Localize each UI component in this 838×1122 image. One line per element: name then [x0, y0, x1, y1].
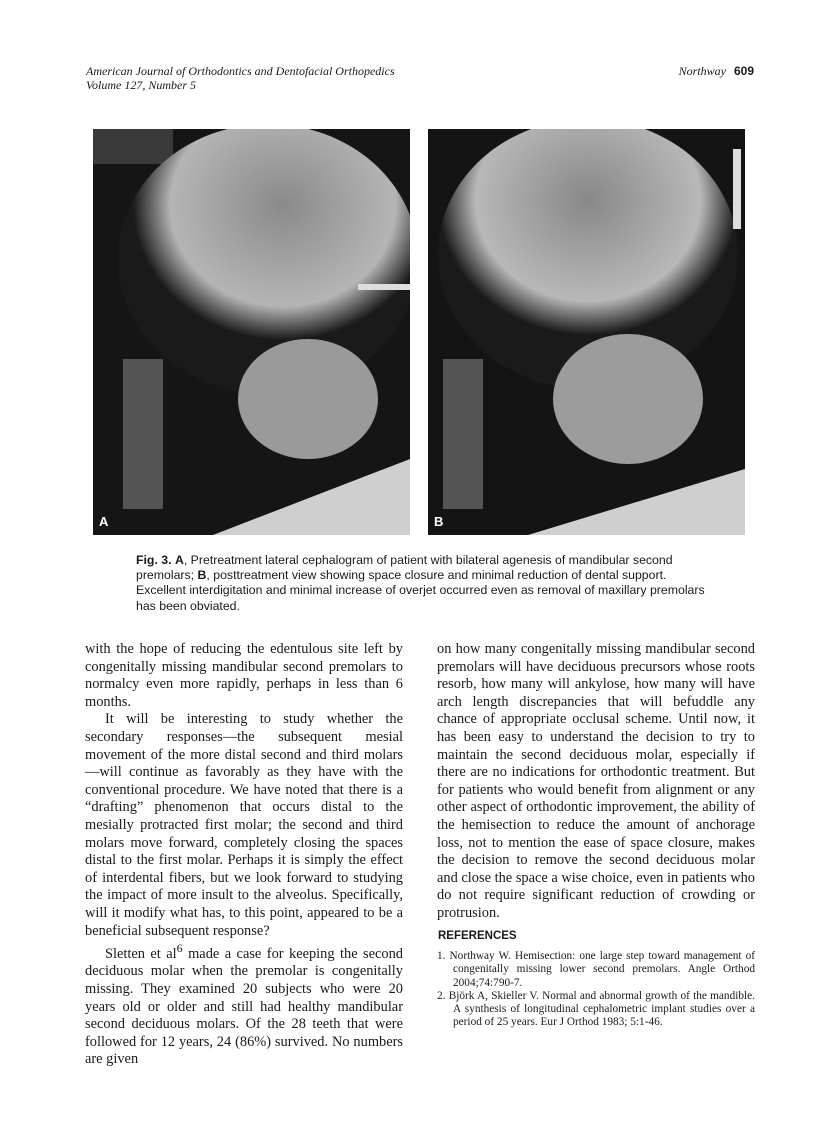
- cephalogram-pretreatment-image: [93, 129, 410, 535]
- sletten-text: Sletten et al: [105, 945, 177, 962]
- caption-text-a: , Pretreatment lateral cephalogram of patient with bilateral agenesis of mandibular second premolars;: [136, 553, 673, 583]
- reference-item: 1. Northway W. Hemisection: one large step toward management of congenitally missing lower second premolars. Angle Orthod 2004;74:790-7.: [437, 950, 755, 989]
- panel-a-label: A: [99, 514, 109, 529]
- body-column-left: [85, 641, 403, 1069]
- paragraph: on how many congenitally missing mandibular second premolars will have deciduous precursors whose roots resorb, how many will ankylose, how many will have arch length discrepancies that will befuddle any chance of appropriate occlusal scheme. Until now, it has been easy to understand the decision to try to maintain the second deciduous molar, especially if there are no indications for orthodontic treatment. But for patients who would benefit from alignment or any other aspect of orthodontic improvement, the ability of the hemisection to reduce the amount of anchorage loss, not to mention the ease of space closure, makes the decision to remove the second deciduous molar and close the space a wise choice, even in patients who do not require significant reduction of crowding or protrusion.: [437, 641, 755, 921]
- running-header-right: [679, 64, 754, 78]
- references-heading: REFERENCES: [438, 930, 517, 942]
- sletten-text-cont: made a case for keeping the second deciduous molar when the premolar is congenitally missing. They examined 20 subjects who were 20 years old or older and still had healthy mandibular second deciduous molars. Of the 28 teeth that were followed for 12 years, 24 (86%) survived. No numbers are given: [85, 945, 404, 1068]
- running-header-left: [86, 64, 395, 92]
- paragraph-sletten: [85, 940, 403, 1069]
- journal-title: American Journal of Orthodontics and Dentofacial Orthopedics: [86, 64, 395, 78]
- cephalogram-posttreatment-image: [428, 129, 745, 535]
- panel-b-label: B: [434, 514, 444, 529]
- paragraph: It will be interesting to study whether the secondary responses—the subsequent mesial movement of the more distal second and third molars—will continue as favorably as they have with the conventional procedure. We have noted that there is a “drafting” phenomenon that occurs distal to the mesially protracted first molar; the second and third molars move forward, completely closing the spaces distal to the first molar. Perhaps it is simply the effect of interdental fibers, but we look forward to studying the impact of more insult to the alveolus. Specifically, will it modify what has, to this point, appeared to be a beneficial subsequent response?: [85, 711, 403, 939]
- caption-a: A: [174, 553, 184, 567]
- figure-panel-b: [428, 129, 745, 535]
- figure-caption: [136, 553, 706, 614]
- caption-text-b: , posttreatment view showing space closure and minimal reduction of dental support. Excellent interdigitation and minimal increase of overjet occurred even as removal of maxillary premolars has been obviated.: [136, 568, 705, 613]
- references-list: [437, 950, 755, 1030]
- journal-volume: Volume 127, Number 5: [86, 78, 196, 92]
- body-column-right: [437, 641, 755, 923]
- caption-label: Fig. 3.: [136, 553, 172, 567]
- author-name: Northway: [678, 64, 726, 78]
- reference-item: 2. Björk A, Skieller V. Normal and abnormal growth of the mandible. A synthesis of longitudinal cephalometric implant studies over a period of 25 years. Eur J Orthod 1983; 5:1-46.: [437, 989, 755, 1029]
- figure-panel-a: [93, 129, 410, 535]
- paragraph: with the hope of reducing the edentulous site left by congenitally missing mandibular second premolars to normalcy even more rapidly, perhaps in less than 6 months.: [85, 641, 403, 710]
- caption-b: B: [197, 568, 207, 583]
- citation-superscript: 6: [176, 941, 183, 956]
- page-number: 609: [733, 64, 754, 78]
